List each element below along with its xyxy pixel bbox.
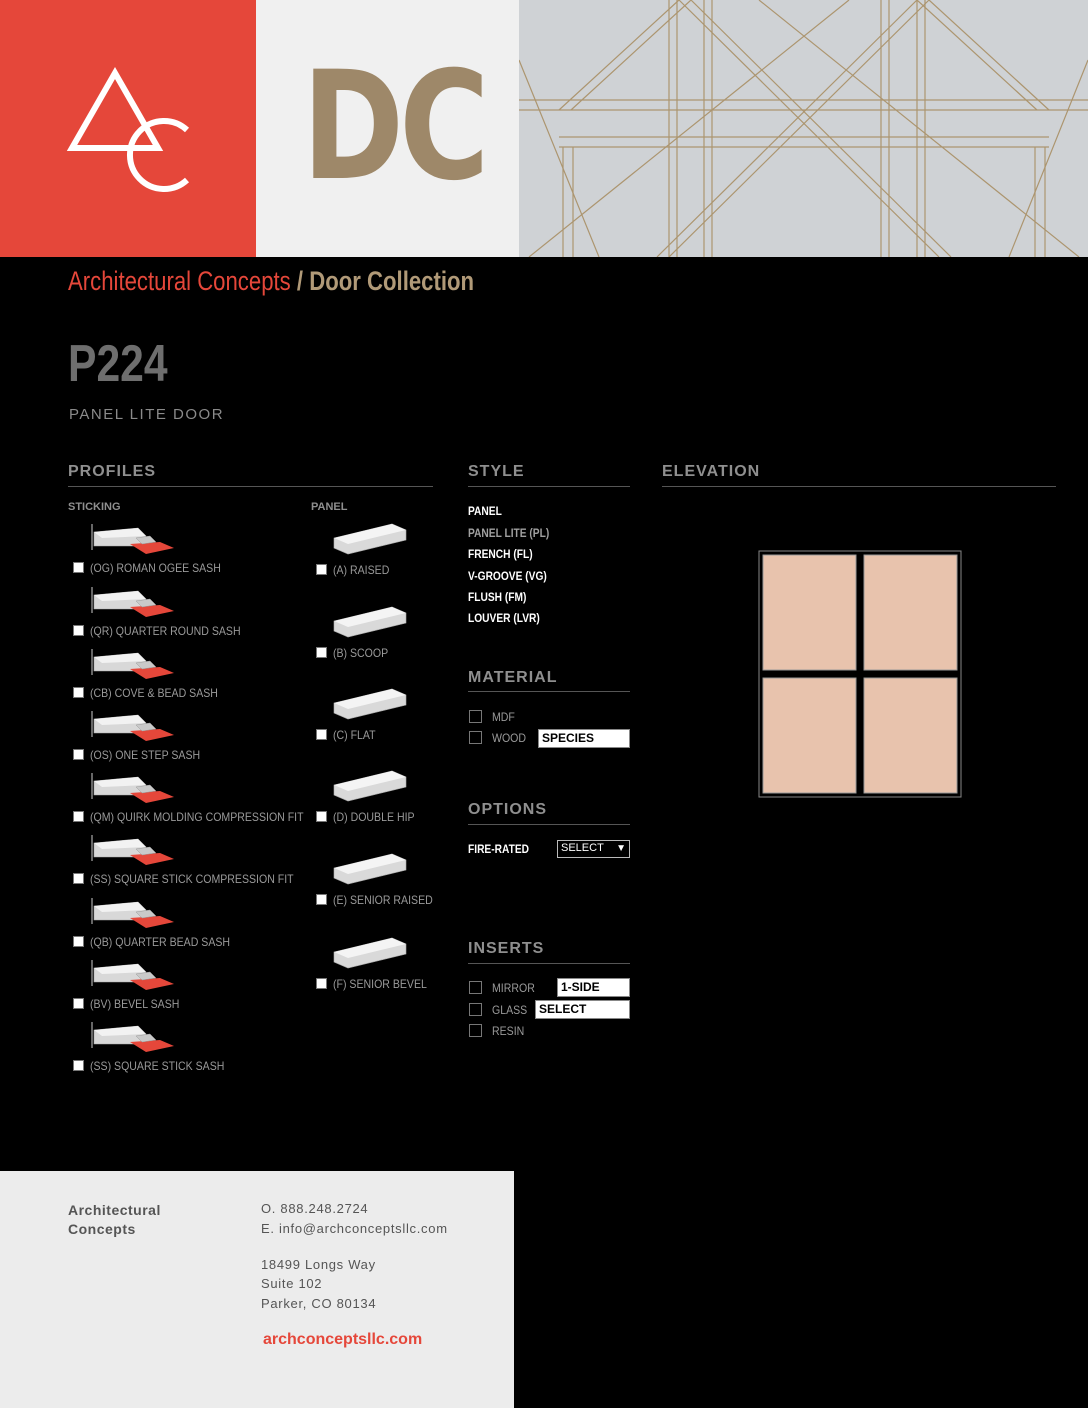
profiles-divider xyxy=(68,486,433,487)
panel-profile-illustration xyxy=(332,934,408,975)
door-outline-illustration xyxy=(519,0,1088,257)
style-option-flush[interactable]: FLUSH (FM) xyxy=(468,590,527,604)
panel-profile-illustration xyxy=(332,767,408,808)
elevation-glass-panel xyxy=(763,678,856,793)
style-heading: STYLE xyxy=(468,463,525,480)
footer-email[interactable]: E. info@archconceptsllc.com xyxy=(261,1221,448,1236)
door-elevation-drawing xyxy=(758,550,962,798)
chevron-down-icon: ▼ xyxy=(616,843,626,854)
mirror-checkbox[interactable] xyxy=(469,981,482,994)
panel-checkbox[interactable] xyxy=(316,564,327,575)
inserts-heading: INSERTS xyxy=(468,940,545,957)
glass-checkbox[interactable] xyxy=(469,1003,482,1016)
sticking-label: (SS) SQUARE STICK COMPRESSION FIT xyxy=(90,872,294,886)
style-option-panel[interactable]: PANEL xyxy=(468,504,502,518)
sticking-profile-illustration xyxy=(90,773,176,810)
elevation-glass-panel xyxy=(864,555,957,670)
logo-panel xyxy=(0,0,256,257)
panel-profile-illustration xyxy=(332,603,408,644)
glass-type-field[interactable]: SELECT xyxy=(535,1000,630,1019)
fire-rated-select[interactable] xyxy=(557,840,630,858)
panel-checkbox[interactable] xyxy=(316,729,327,740)
panel-label: (F) SENIOR BEVEL xyxy=(333,977,427,991)
fire-rated-label: FIRE-RATED xyxy=(468,842,530,856)
sticking-label: (SS) SQUARE STICK SASH xyxy=(90,1059,225,1073)
sticking-checkbox[interactable] xyxy=(73,625,84,636)
panel-checkbox[interactable] xyxy=(316,978,327,989)
sticking-checkbox[interactable] xyxy=(73,873,84,884)
panel-label: (E) SENIOR RAISED xyxy=(333,893,433,907)
ac-logo-icon xyxy=(0,0,256,257)
elevation-divider xyxy=(662,486,1056,487)
sticking-profile-illustration xyxy=(90,1022,176,1059)
sticking-profile-illustration xyxy=(90,524,176,561)
sticking-checkbox[interactable] xyxy=(73,562,84,573)
sticking-profile-illustration xyxy=(90,898,176,935)
material-divider xyxy=(468,691,630,692)
style-option-louver[interactable]: LOUVER (LVR) xyxy=(468,611,540,625)
footer-brand-line2: Concepts xyxy=(68,1221,136,1237)
sticking-label: (CB) COVE & BEAD SASH xyxy=(90,686,218,700)
inserts-divider xyxy=(468,963,630,964)
panel-checkbox[interactable] xyxy=(316,894,327,905)
sticking-label: (OS) ONE STEP SASH xyxy=(90,748,201,762)
material-heading: MATERIAL xyxy=(468,669,558,686)
panel-profile-illustration xyxy=(332,685,408,726)
sticking-profile-illustration xyxy=(90,835,176,872)
resin-checkbox[interactable] xyxy=(469,1024,482,1037)
sticking-profile-illustration xyxy=(90,649,176,686)
panel-checkbox[interactable] xyxy=(316,811,327,822)
glass-label: GLASS xyxy=(492,1003,528,1017)
panel-label: (A) RAISED xyxy=(333,563,390,577)
mirror-label: MIRROR xyxy=(492,981,535,995)
panel-label: (B) SCOOP xyxy=(333,646,389,660)
style-option-french[interactable]: FRENCH (FL) xyxy=(468,547,533,561)
sticking-label: (QB) QUARTER BEAD SASH xyxy=(90,935,231,949)
panel-heading: PANEL xyxy=(311,501,348,513)
footer-address-line2: Suite 102 xyxy=(261,1276,323,1291)
sticking-checkbox[interactable] xyxy=(73,936,84,947)
door-line-art xyxy=(519,0,1088,257)
footer-website-link[interactable]: archconceptsllc.com xyxy=(263,1331,423,1348)
footer xyxy=(0,1171,514,1408)
footer-brand xyxy=(68,1201,161,1239)
sticking-checkbox[interactable] xyxy=(73,749,84,760)
mdf-label: MDF xyxy=(492,710,515,724)
panel-profile-illustration xyxy=(332,520,408,561)
panel-profile-illustration xyxy=(332,850,408,891)
panel-label: (D) DOUBLE HIP xyxy=(333,810,415,824)
sticking-checkbox[interactable] xyxy=(73,811,84,822)
sticking-checkbox[interactable] xyxy=(73,1060,84,1071)
elevation-glass-panel xyxy=(864,678,957,793)
elevation-glass-panel xyxy=(763,555,856,670)
collection-title xyxy=(68,266,474,297)
style-divider xyxy=(468,486,630,487)
sticking-label: (QR) QUARTER ROUND SASH xyxy=(90,624,241,638)
elevation-heading: ELEVATION xyxy=(662,463,761,480)
options-heading: OPTIONS xyxy=(468,801,548,818)
sticking-label: (QM) QUIRK MOLDING COMPRESSION FIT xyxy=(90,810,304,824)
style-option-v-groove[interactable]: V-GROOVE (VG) xyxy=(468,569,547,583)
resin-label: RESIN xyxy=(492,1024,525,1038)
sticking-label: (OG) ROMAN OGEE SASH xyxy=(90,561,221,575)
panel-checkbox[interactable] xyxy=(316,647,327,658)
product-name: PANEL LITE DOOR xyxy=(69,406,225,423)
species-field[interactable]: SPECIES xyxy=(538,729,630,748)
brand-name: Architectural Concepts xyxy=(68,266,291,296)
monogram: DC xyxy=(302,40,485,214)
fire-rated-value: SELECT xyxy=(561,842,604,854)
header-band xyxy=(0,0,1088,257)
footer-brand-line1: Architectural xyxy=(68,1202,161,1218)
sticking-heading: STICKING xyxy=(68,501,121,513)
model-number: P224 xyxy=(68,335,168,393)
sticking-profile-illustration xyxy=(90,587,176,624)
sticking-profile-illustration xyxy=(90,960,176,997)
style-option-panel-lite[interactable]: PANEL LITE (PL) xyxy=(468,526,550,540)
sticking-profile-illustration xyxy=(90,711,176,748)
wood-label: WOOD xyxy=(492,731,527,745)
collection-name: Door Collection xyxy=(309,266,475,296)
footer-address-line1: 18499 Longs Way xyxy=(261,1257,376,1272)
sticking-checkbox[interactable] xyxy=(73,687,84,698)
mirror-sides-field[interactable]: 1-SIDE xyxy=(557,978,630,997)
panel-label: (C) FLAT xyxy=(333,728,376,742)
mdf-checkbox[interactable] xyxy=(469,710,482,723)
sticking-label: (BV) BEVEL SASH xyxy=(90,997,180,1011)
brand-separator: / xyxy=(296,266,304,296)
profiles-heading: PROFILES xyxy=(68,463,157,480)
options-divider xyxy=(468,824,630,825)
wood-checkbox[interactable] xyxy=(469,731,482,744)
footer-address-line3: Parker, CO 80134 xyxy=(261,1296,377,1311)
footer-phone: O. 888.248.2724 xyxy=(261,1201,369,1216)
sticking-checkbox[interactable] xyxy=(73,998,84,1009)
